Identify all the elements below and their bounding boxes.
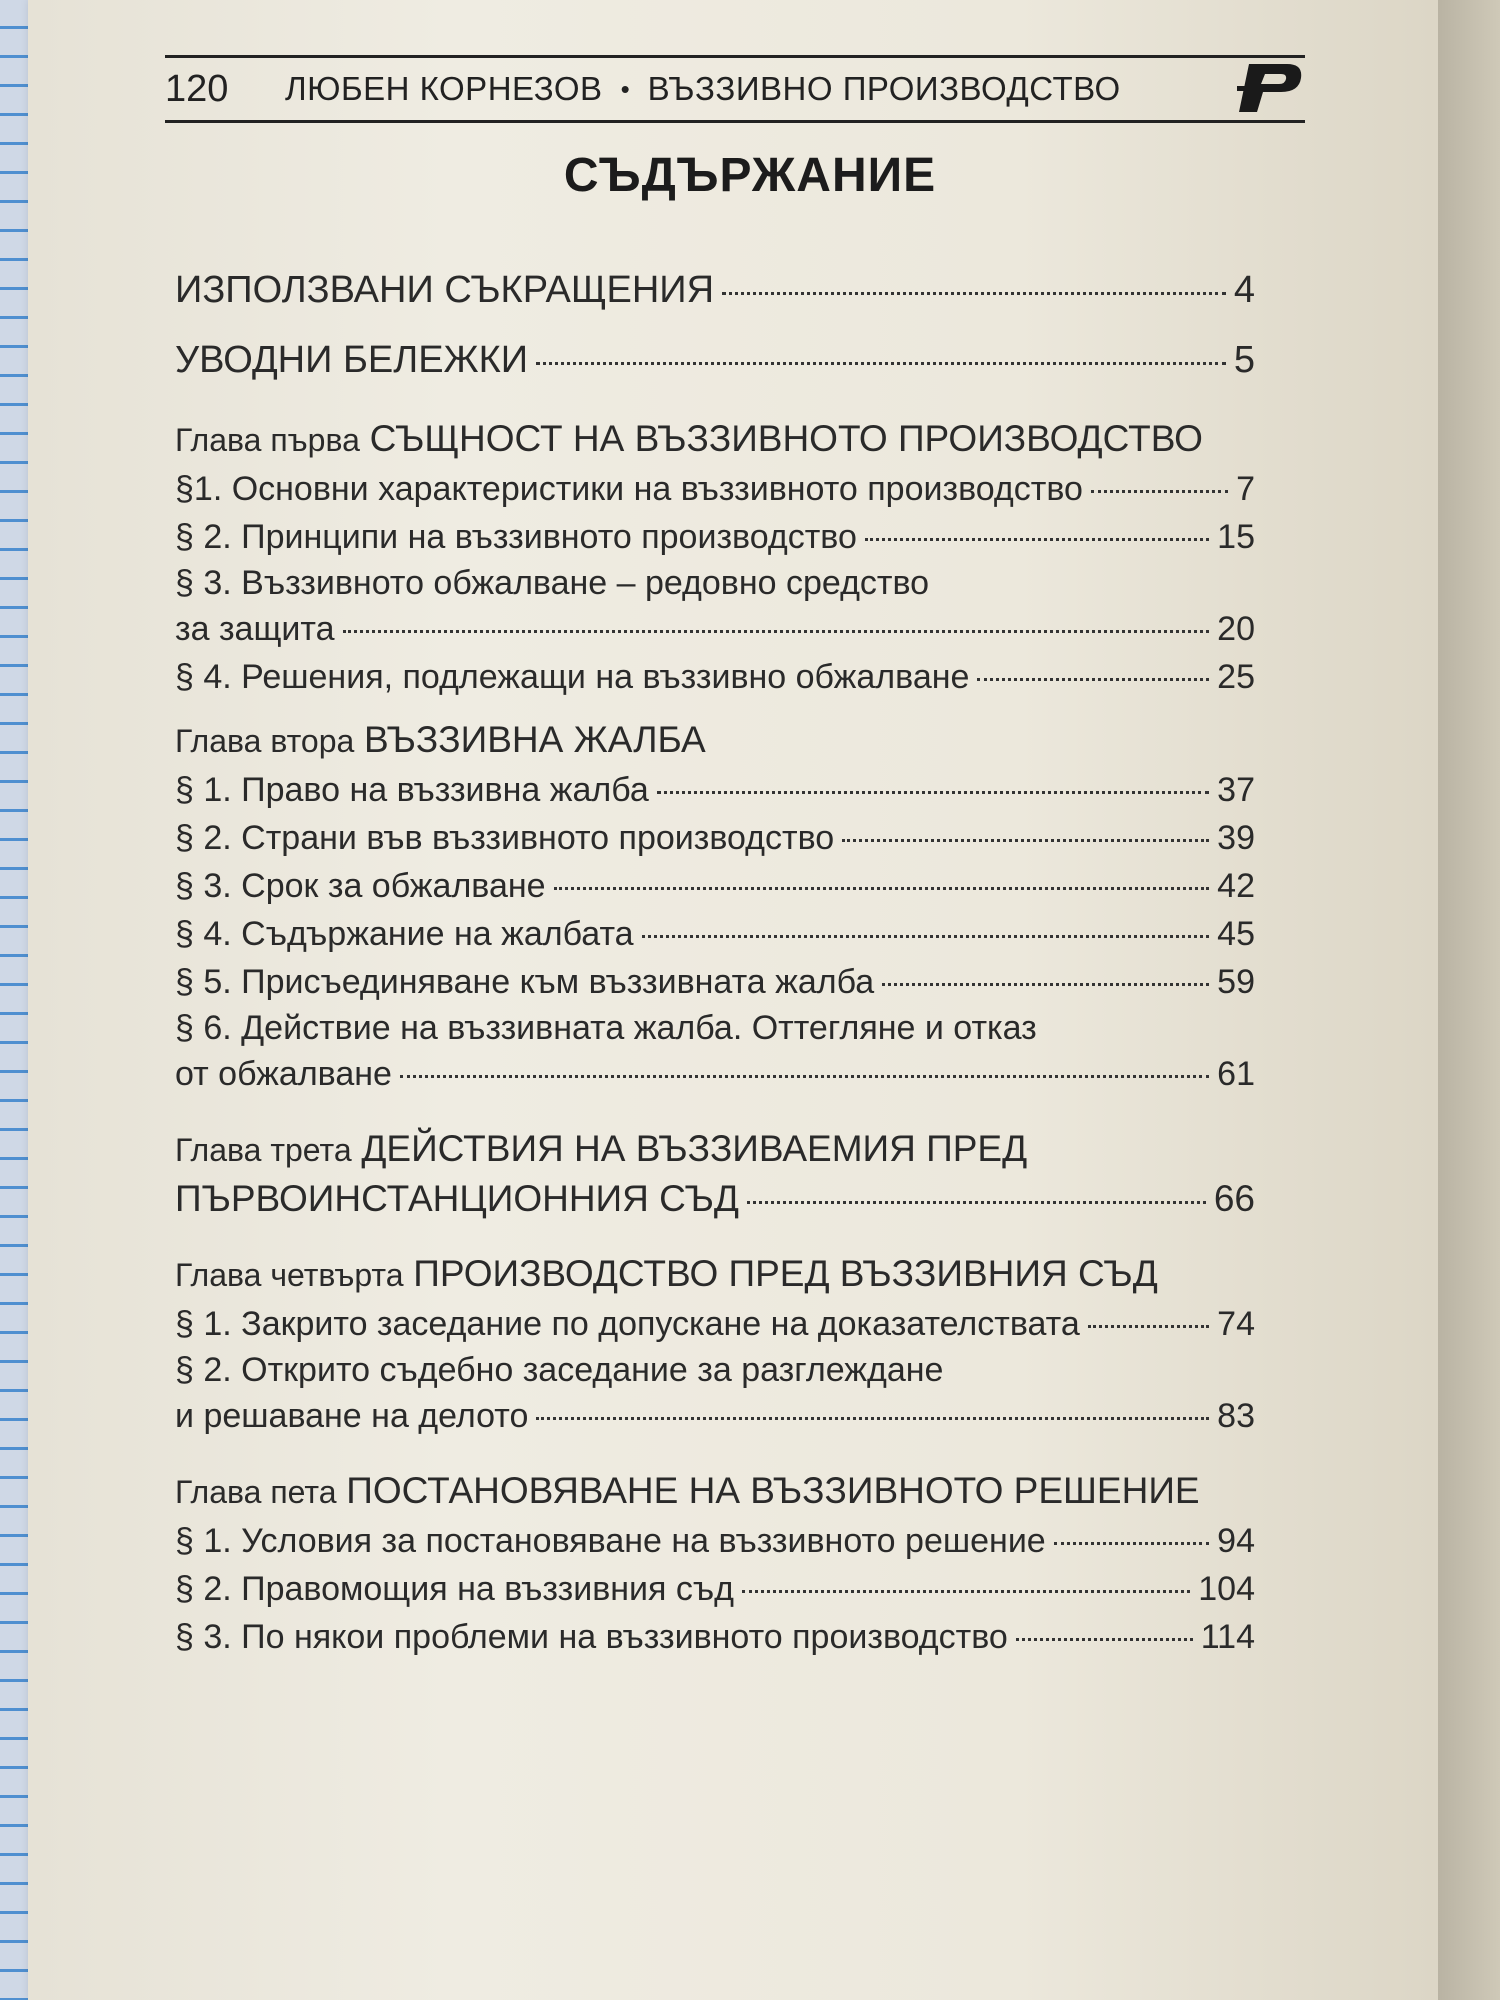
- toc-entry-label: § 2. Принципи на въззивното производство: [175, 518, 857, 556]
- toc-entry-label: § 1. Право на въззивна жалба: [175, 771, 649, 809]
- toc-entry-label: и решаване на делото: [175, 1397, 529, 1435]
- dot-leader: [747, 1201, 1206, 1204]
- toc-entry-label: от обжалване: [175, 1055, 392, 1093]
- toc-entry: [175, 465, 1255, 513]
- dot-leader: [842, 839, 1209, 842]
- toc-entry-page: 7: [1236, 470, 1255, 508]
- dot-leader: [657, 791, 1209, 794]
- chapter-prefix: Глава втора: [175, 723, 355, 759]
- chapter-title: ВЪЗЗИВНА ЖАЛБА: [364, 719, 706, 760]
- toc-entry: [175, 766, 1255, 814]
- toc-entry-page: 74: [1217, 1305, 1255, 1343]
- toc-entry-line: § 6. Действие на въззивната жалба. Оттегляне и отказ: [175, 1009, 1037, 1047]
- toc-entry-page: 66: [1213, 1178, 1255, 1219]
- chapter-heading-5: [175, 1466, 1255, 1517]
- toc-entry-intro: [175, 332, 1255, 388]
- dot-leader: [1088, 1325, 1209, 1328]
- chapter-heading-2: [175, 715, 1255, 766]
- table-of-contents: [175, 262, 1255, 1661]
- toc-entry-page: 42: [1217, 867, 1255, 905]
- toc-entry-line: § 2. Открито съдебно заседание за разглеждане: [175, 1351, 944, 1389]
- dot-leader: [977, 678, 1209, 681]
- toc-entry-label: ИЗПОЛЗВАНИ СЪКРАЩЕНИЯ: [175, 269, 715, 311]
- toc-entry: [175, 653, 1255, 701]
- chapter-heading-4: [175, 1249, 1255, 1300]
- toc-entry: [175, 814, 1255, 862]
- page-number: 120: [165, 67, 229, 110]
- toc-entry-page: 20: [1217, 610, 1255, 648]
- toc-entry: [175, 605, 1255, 653]
- dot-leader: [722, 292, 1226, 295]
- toc-entry-label: § 2. Правомощия на въззивния съд: [175, 1570, 734, 1608]
- toc-entry-label: § 4. Съдържание на жалбата: [175, 915, 634, 953]
- toc-entry-label: § 1. Условия за постановяване на въззивното решение: [175, 1522, 1046, 1560]
- toc-entry-label: § 3. По някои проблеми на въззивното производство: [175, 1618, 1008, 1656]
- toc-entry-page: 25: [1217, 658, 1255, 696]
- toc-entry-page: 114: [1200, 1618, 1255, 1656]
- book-binding: [1438, 0, 1500, 2000]
- dot-leader: [536, 1417, 1209, 1420]
- contents-title: СЪДЪРЖАНИЕ: [563, 149, 937, 202]
- toc-entry-page: 104: [1198, 1570, 1255, 1608]
- toc-entry-page: 5: [1233, 339, 1255, 381]
- chapter-heading-3: [175, 1124, 1255, 1175]
- dot-leader: [343, 630, 1210, 633]
- toc-entry: [175, 862, 1255, 910]
- dot-leader: [1091, 490, 1228, 493]
- toc-entry: [175, 1565, 1255, 1613]
- chapter-prefix: Глава пета: [175, 1474, 337, 1510]
- dot-leader: [536, 362, 1226, 365]
- toc-entry: [175, 1613, 1255, 1661]
- chapter-prefix: Глава първа: [175, 422, 360, 458]
- toc-entry: [175, 1300, 1255, 1348]
- toc-entry-label: § 1. Закрито заседание по допускане на доказателствата: [175, 1305, 1080, 1343]
- toc-entry: [175, 958, 1255, 1006]
- dot-leader: [642, 935, 1210, 938]
- dot-leader: [1054, 1542, 1209, 1545]
- toc-entry-page: 94: [1217, 1522, 1255, 1560]
- toc-entry: [175, 1392, 1255, 1440]
- toc-entry-label: УВОДНИ БЕЛЕЖКИ: [175, 339, 529, 381]
- publisher-logo-icon: [1235, 60, 1305, 116]
- toc-entry-line: § 3. Въззивното обжалване – редовно средство: [175, 564, 930, 602]
- dot-leader: [400, 1075, 1209, 1078]
- chapter-title: ПОСТАНОВЯВАНЕ НА ВЪЗЗИВНОТО РЕШЕНИЕ: [346, 1470, 1200, 1511]
- toc-entry-page: 37: [1217, 771, 1255, 809]
- toc-entry-label: § 2. Страни във въззивното производство: [175, 819, 835, 857]
- toc-entry-page: 4: [1233, 269, 1255, 311]
- header-separator: •: [620, 73, 630, 104]
- chapter-title: СЪЩНОСТ НА ВЪЗЗИВНОТО ПРОИЗВОДСТВО: [369, 418, 1203, 459]
- chapter-prefix: Глава трета: [175, 1132, 352, 1168]
- toc-entry-abbreviations: [175, 262, 1255, 318]
- dot-leader: [1016, 1638, 1193, 1641]
- toc-entry-label: § 3. Срок за обжалване: [175, 867, 546, 905]
- toc-entry-label: § 4. Решения, подлежащи на въззивно обжалване: [175, 658, 970, 696]
- toc-entry-page: 59: [1217, 963, 1255, 1001]
- toc-entry-page: 83: [1217, 1397, 1255, 1435]
- toc-entry: [175, 1175, 1255, 1223]
- toc-entry-page: 15: [1217, 518, 1255, 556]
- toc-entry-page: 39: [1217, 819, 1255, 857]
- toc-entry: [175, 513, 1255, 561]
- running-header: [165, 55, 1305, 123]
- header-author: ЛЮБЕН КОРНЕЗОВ: [285, 70, 603, 107]
- toc-entry: [175, 1050, 1255, 1098]
- chapter-title: ПРОИЗВОДСТВО ПРЕД ВЪЗЗИВНИЯ СЪД: [413, 1253, 1158, 1294]
- dot-leader: [554, 887, 1210, 890]
- chapter-title-line2: ПЪРВОИНСТАНЦИОННИЯ СЪД: [175, 1178, 739, 1219]
- toc-entry-label: за защита: [175, 610, 335, 648]
- toc-entry: [175, 910, 1255, 958]
- dot-leader: [742, 1590, 1190, 1593]
- dot-leader: [882, 983, 1209, 986]
- dot-leader: [865, 538, 1209, 541]
- header-book-title: ВЪЗЗИВНО ПРОИЗВОДСТВО: [647, 70, 1121, 107]
- toc-entry-label: § 5. Присъединяване към въззивната жалба: [175, 963, 875, 1001]
- toc-entry-page: 61: [1217, 1055, 1255, 1093]
- chapter-title: ДЕЙСТВИЯ НА ВЪЗЗИВАЕМИЯ ПРЕД: [361, 1128, 1028, 1169]
- toc-entry-label: §1. Основни характеристики на въззивното производство: [175, 470, 1083, 508]
- chapter-heading-1: [175, 414, 1255, 465]
- chapter-prefix: Глава четвърта: [175, 1257, 404, 1293]
- toc-entry-page: 45: [1217, 915, 1255, 953]
- toc-entry: [175, 1517, 1255, 1565]
